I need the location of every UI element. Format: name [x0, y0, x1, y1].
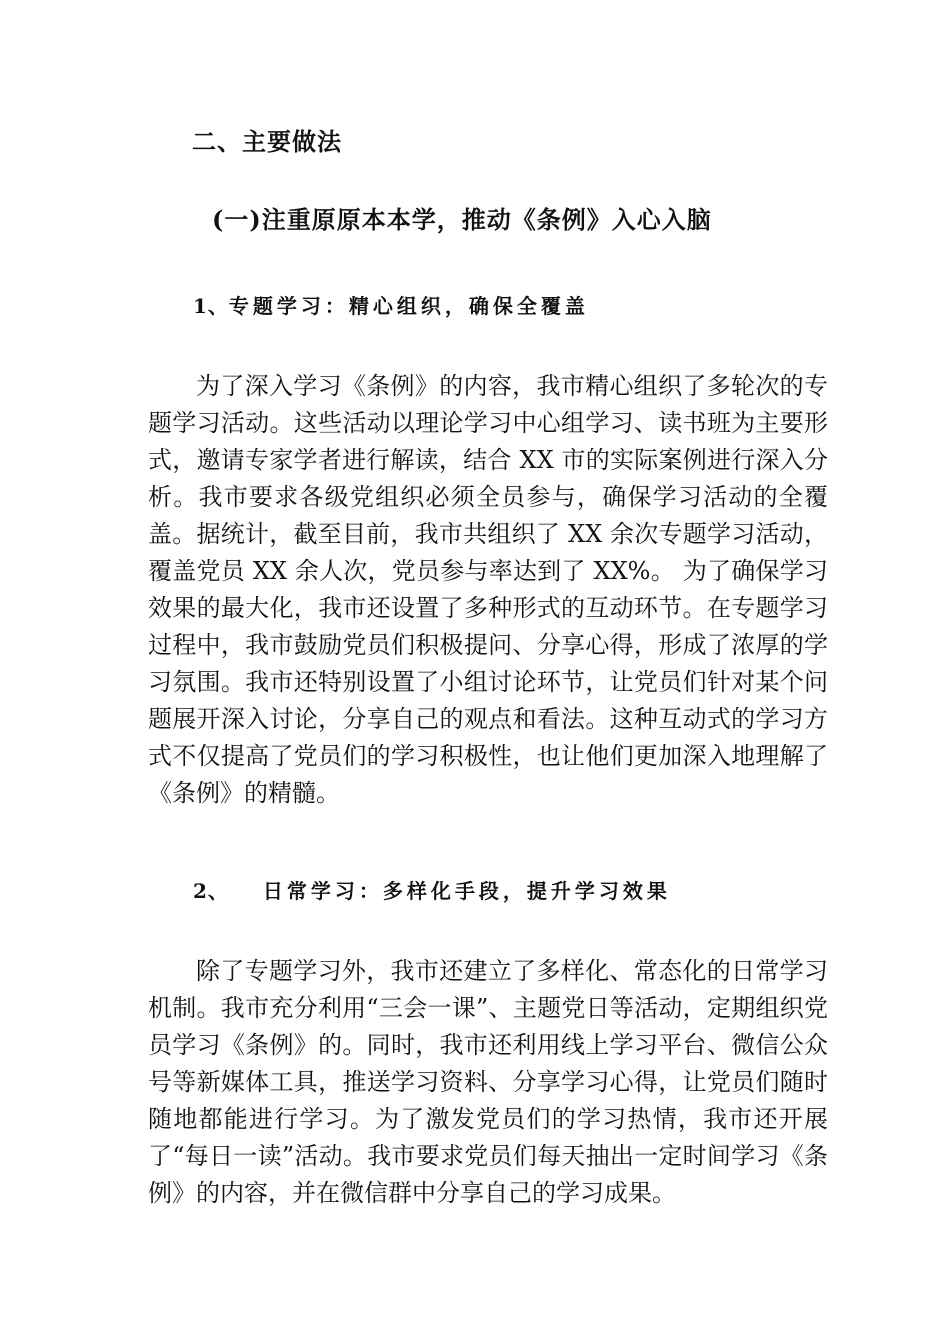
item1-heading	[193, 290, 589, 319]
item2-paragraph: 除了专题学习外，我市还建立了多样化、常态化的日常学习机制。我市充分利用“三会一课”、主题党日等活动，定期组织党员学习《条例》的。同时，我市还利用线上学习平台、微信公众号等新媒体工具，推送学习资料、分享学习心得，让党员们随时随地都能进行学习。为了激发党员们的学习热情，我市还开展了“每日一读”活动。我市要求党员们每天抽出一定时间学习《条例》的内容，并在微信群中分享自己的学习成果。	[148, 957, 828, 1207]
item1-title: 专题学习：精心组织，确保全覆盖	[228, 294, 589, 318]
section-heading: 二、主要做法	[192, 128, 342, 156]
item1-number: 1、	[193, 294, 229, 318]
item1-paragraph: 为了深入学习《条例》的内容，我市精心组织了多轮次的专题学习活动。这些活动以理论学习中心组学习、读书班为主要形式，邀请专家学者进行解读，结合 XX 市的实际案例进行深入分析。我市要求各级党组织必须全员参与，确保学习活动的全覆盖。据统计，截至目前，我市共组织了 XX 余次专题学习活动，覆盖党员 XX 余人次，党员参与率达到了 XX%。 为了确保学习效果的最大化，我市还设置了多种形式的互动环节。在专题学习过程中，我市鼓励党员们积极提问、分享心得，形成了浓厚的学习氛围。我市还特别设置了小组讨论环节，让党员们针对某个问题展开深入讨论，分享自己的观点和看法。这种互动式的学习方式不仅提高了党员们的学习积极性，也让他们更加深入地理解了《条例》的精髓。	[148, 372, 828, 807]
subsection-heading: (一)注重原原本本学，推动《条例》入心入脑	[212, 205, 712, 234]
item2-number: 2、	[193, 879, 229, 903]
item2-title: 日常学习：多样化手段，提升学习效果	[262, 879, 671, 903]
item2-heading	[193, 875, 671, 904]
